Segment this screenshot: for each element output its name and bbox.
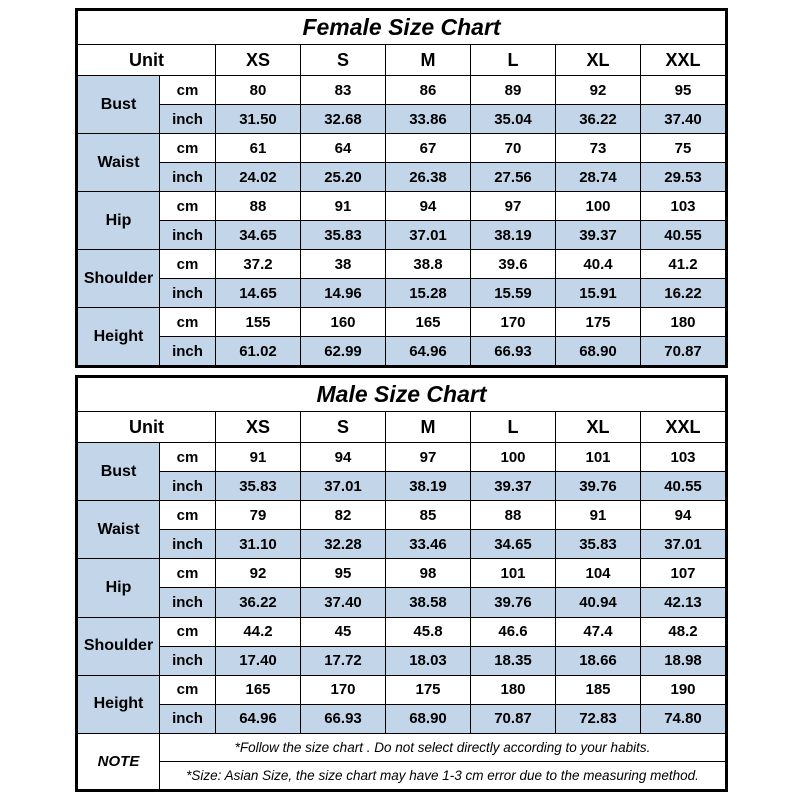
measurement-cell: 103 — [641, 192, 727, 221]
measurement-cell: 31.50 — [216, 105, 301, 134]
measurement-cell: 41.2 — [641, 250, 727, 279]
measurement-cell: 75 — [641, 134, 727, 163]
size-header: XS — [216, 45, 301, 76]
measurement-cell: 91 — [556, 501, 641, 530]
unit-label: inch — [160, 588, 216, 617]
measurement-cell: 175 — [386, 675, 471, 704]
measurement-cell: 34.65 — [471, 530, 556, 559]
unit-label: inch — [160, 337, 216, 367]
measurement-cell: 15.28 — [386, 279, 471, 308]
table-row — [77, 559, 727, 588]
measurement-cell: 79 — [216, 501, 301, 530]
measurement-cell: 37.01 — [641, 530, 727, 559]
unit-label: inch — [160, 105, 216, 134]
measurement-cell: 38.19 — [386, 472, 471, 501]
unit-header: Unit — [77, 412, 216, 443]
measurement-cell: 70 — [471, 134, 556, 163]
measurement-cell: 32.28 — [301, 530, 386, 559]
table-row — [77, 530, 727, 559]
measurement-cell: 18.35 — [471, 646, 556, 675]
measurement-cell: 38.58 — [386, 588, 471, 617]
category-label: Hip — [77, 192, 160, 250]
measurement-cell: 103 — [641, 443, 727, 472]
size-header: L — [471, 412, 556, 443]
measurement-cell: 68.90 — [386, 704, 471, 733]
unit-label: inch — [160, 472, 216, 501]
measurement-cell: 185 — [556, 675, 641, 704]
measurement-cell: 100 — [471, 443, 556, 472]
unit-label: cm — [160, 76, 216, 105]
measurement-cell: 170 — [301, 675, 386, 704]
measurement-cell: 73 — [556, 134, 641, 163]
measurement-cell: 155 — [216, 308, 301, 337]
measurement-cell: 29.53 — [641, 163, 727, 192]
category-label: Height — [77, 308, 160, 367]
category-label: Bust — [77, 76, 160, 134]
table-row — [77, 443, 727, 472]
table-row — [77, 134, 727, 163]
measurement-cell: 37.01 — [386, 221, 471, 250]
title-row — [77, 377, 727, 412]
unit-label: cm — [160, 192, 216, 221]
measurement-cell: 160 — [301, 308, 386, 337]
unit-label: cm — [160, 443, 216, 472]
measurement-cell: 94 — [386, 192, 471, 221]
measurement-cell: 17.72 — [301, 646, 386, 675]
measurement-cell: 35.83 — [216, 472, 301, 501]
measurement-cell: 100 — [556, 192, 641, 221]
measurement-cell: 37.40 — [641, 105, 727, 134]
measurement-cell: 180 — [641, 308, 727, 337]
size-header: M — [386, 412, 471, 443]
measurement-cell: 62.99 — [301, 337, 386, 367]
measurement-cell: 47.4 — [556, 617, 641, 646]
measurement-cell: 44.2 — [216, 617, 301, 646]
measurement-cell: 170 — [471, 308, 556, 337]
measurement-cell: 86 — [386, 76, 471, 105]
unit-label: inch — [160, 646, 216, 675]
measurement-cell: 104 — [556, 559, 641, 588]
measurement-cell: 72.83 — [556, 704, 641, 733]
table-row — [77, 163, 727, 192]
measurement-cell: 101 — [556, 443, 641, 472]
measurement-cell: 98 — [386, 559, 471, 588]
measurement-cell: 92 — [556, 76, 641, 105]
size-header: M — [386, 45, 471, 76]
measurement-cell: 94 — [301, 443, 386, 472]
measurement-cell: 34.65 — [216, 221, 301, 250]
table-row — [77, 221, 727, 250]
measurement-cell: 18.66 — [556, 646, 641, 675]
measurement-cell: 14.65 — [216, 279, 301, 308]
table-row — [77, 588, 727, 617]
table-row — [77, 105, 727, 134]
male-size-chart — [75, 375, 728, 792]
measurement-cell: 61 — [216, 134, 301, 163]
measurement-cell: 26.38 — [386, 163, 471, 192]
measurement-cell: 175 — [556, 308, 641, 337]
size-header: XS — [216, 412, 301, 443]
measurement-cell: 32.68 — [301, 105, 386, 134]
measurement-cell: 36.22 — [216, 588, 301, 617]
category-label: Shoulder — [77, 250, 160, 308]
table-row — [77, 646, 727, 675]
measurement-cell: 66.93 — [471, 337, 556, 367]
category-label: Shoulder — [77, 617, 160, 675]
header-row — [77, 412, 727, 443]
unit-label: cm — [160, 559, 216, 588]
measurement-cell: 165 — [386, 308, 471, 337]
measurement-cell: 88 — [471, 501, 556, 530]
measurement-cell: 91 — [216, 443, 301, 472]
measurement-cell: 40.4 — [556, 250, 641, 279]
header-row — [77, 45, 727, 76]
category-label: Height — [77, 675, 160, 733]
measurement-cell: 64.96 — [386, 337, 471, 367]
measurement-cell: 35.04 — [471, 105, 556, 134]
measurement-cell: 38.19 — [471, 221, 556, 250]
unit-label: cm — [160, 675, 216, 704]
measurement-cell: 16.22 — [641, 279, 727, 308]
category-label: Hip — [77, 559, 160, 617]
size-header: XL — [556, 412, 641, 443]
measurement-cell: 31.10 — [216, 530, 301, 559]
measurement-cell: 92 — [216, 559, 301, 588]
measurement-cell: 15.91 — [556, 279, 641, 308]
table-row — [77, 308, 727, 337]
unit-label: inch — [160, 279, 216, 308]
category-label: Bust — [77, 443, 160, 501]
measurement-cell: 165 — [216, 675, 301, 704]
measurement-cell: 36.22 — [556, 105, 641, 134]
table-row — [77, 704, 727, 733]
unit-label: cm — [160, 134, 216, 163]
measurement-cell: 39.76 — [556, 472, 641, 501]
unit-label: cm — [160, 250, 216, 279]
measurement-cell: 45 — [301, 617, 386, 646]
measurement-cell: 68.90 — [556, 337, 641, 367]
table-row — [77, 501, 727, 530]
measurement-cell: 83 — [301, 76, 386, 105]
table-row — [77, 675, 727, 704]
note-row — [77, 733, 727, 761]
measurement-cell: 35.83 — [556, 530, 641, 559]
size-header: XXL — [641, 45, 727, 76]
measurement-cell: 91 — [301, 192, 386, 221]
measurement-cell: 40.55 — [641, 221, 727, 250]
female-size-chart — [75, 8, 728, 368]
measurement-cell: 74.80 — [641, 704, 727, 733]
measurement-cell: 46.6 — [471, 617, 556, 646]
table-row — [77, 617, 727, 646]
measurement-cell: 70.87 — [641, 337, 727, 367]
chart-title: Female Size Chart — [77, 10, 727, 45]
measurement-cell: 180 — [471, 675, 556, 704]
measurement-cell: 95 — [641, 76, 727, 105]
measurement-cell: 39.76 — [471, 588, 556, 617]
category-label: Waist — [77, 501, 160, 559]
measurement-cell: 88 — [216, 192, 301, 221]
table-row — [77, 337, 727, 367]
measurement-cell: 97 — [471, 192, 556, 221]
unit-header: Unit — [77, 45, 216, 76]
size-header: XL — [556, 45, 641, 76]
measurement-cell: 33.46 — [386, 530, 471, 559]
measurement-cell: 39.37 — [556, 221, 641, 250]
measurement-cell: 82 — [301, 501, 386, 530]
size-header: S — [301, 45, 386, 76]
size-header: XXL — [641, 412, 727, 443]
title-row — [77, 10, 727, 45]
measurement-cell: 67 — [386, 134, 471, 163]
measurement-cell: 107 — [641, 559, 727, 588]
measurement-cell: 18.98 — [641, 646, 727, 675]
measurement-cell: 37.01 — [301, 472, 386, 501]
measurement-cell: 39.6 — [471, 250, 556, 279]
note-text: *Size: Asian Size, the size chart may have 1-3 cm error due to the measuring method. — [160, 761, 727, 790]
measurement-cell: 33.86 — [386, 105, 471, 134]
table-row — [77, 279, 727, 308]
measurement-cell: 35.83 — [301, 221, 386, 250]
note-label: NOTE — [77, 733, 160, 790]
measurement-cell: 27.56 — [471, 163, 556, 192]
unit-label: inch — [160, 221, 216, 250]
measurement-cell: 14.96 — [301, 279, 386, 308]
measurement-cell: 28.74 — [556, 163, 641, 192]
measurement-cell: 97 — [386, 443, 471, 472]
measurement-cell: 101 — [471, 559, 556, 588]
measurement-cell: 40.55 — [641, 472, 727, 501]
note-text: *Follow the size chart . Do not select directly according to your habits. — [160, 733, 727, 761]
measurement-cell: 42.13 — [641, 588, 727, 617]
size-header: L — [471, 45, 556, 76]
measurement-cell: 70.87 — [471, 704, 556, 733]
chart-title: Male Size Chart — [77, 377, 727, 412]
table-row — [77, 472, 727, 501]
unit-label: inch — [160, 530, 216, 559]
measurement-cell: 18.03 — [386, 646, 471, 675]
unit-label: inch — [160, 704, 216, 733]
unit-label: cm — [160, 617, 216, 646]
measurement-cell: 80 — [216, 76, 301, 105]
table-row — [77, 76, 727, 105]
measurement-cell: 89 — [471, 76, 556, 105]
unit-label: inch — [160, 163, 216, 192]
measurement-cell: 37.40 — [301, 588, 386, 617]
measurement-cell: 64.96 — [216, 704, 301, 733]
measurement-cell: 95 — [301, 559, 386, 588]
measurement-cell: 25.20 — [301, 163, 386, 192]
measurement-cell: 24.02 — [216, 163, 301, 192]
measurement-cell: 64 — [301, 134, 386, 163]
category-label: Waist — [77, 134, 160, 192]
size-header: S — [301, 412, 386, 443]
measurement-cell: 45.8 — [386, 617, 471, 646]
measurement-cell: 190 — [641, 675, 727, 704]
measurement-cell: 94 — [641, 501, 727, 530]
table-row — [77, 192, 727, 221]
table-row — [77, 250, 727, 279]
measurement-cell: 40.94 — [556, 588, 641, 617]
measurement-cell: 48.2 — [641, 617, 727, 646]
unit-label: cm — [160, 308, 216, 337]
note-row — [77, 761, 727, 790]
measurement-cell: 38.8 — [386, 250, 471, 279]
measurement-cell: 15.59 — [471, 279, 556, 308]
unit-label: cm — [160, 501, 216, 530]
measurement-cell: 61.02 — [216, 337, 301, 367]
measurement-cell: 85 — [386, 501, 471, 530]
measurement-cell: 66.93 — [301, 704, 386, 733]
measurement-cell: 37.2 — [216, 250, 301, 279]
measurement-cell: 38 — [301, 250, 386, 279]
measurement-cell: 39.37 — [471, 472, 556, 501]
measurement-cell: 17.40 — [216, 646, 301, 675]
